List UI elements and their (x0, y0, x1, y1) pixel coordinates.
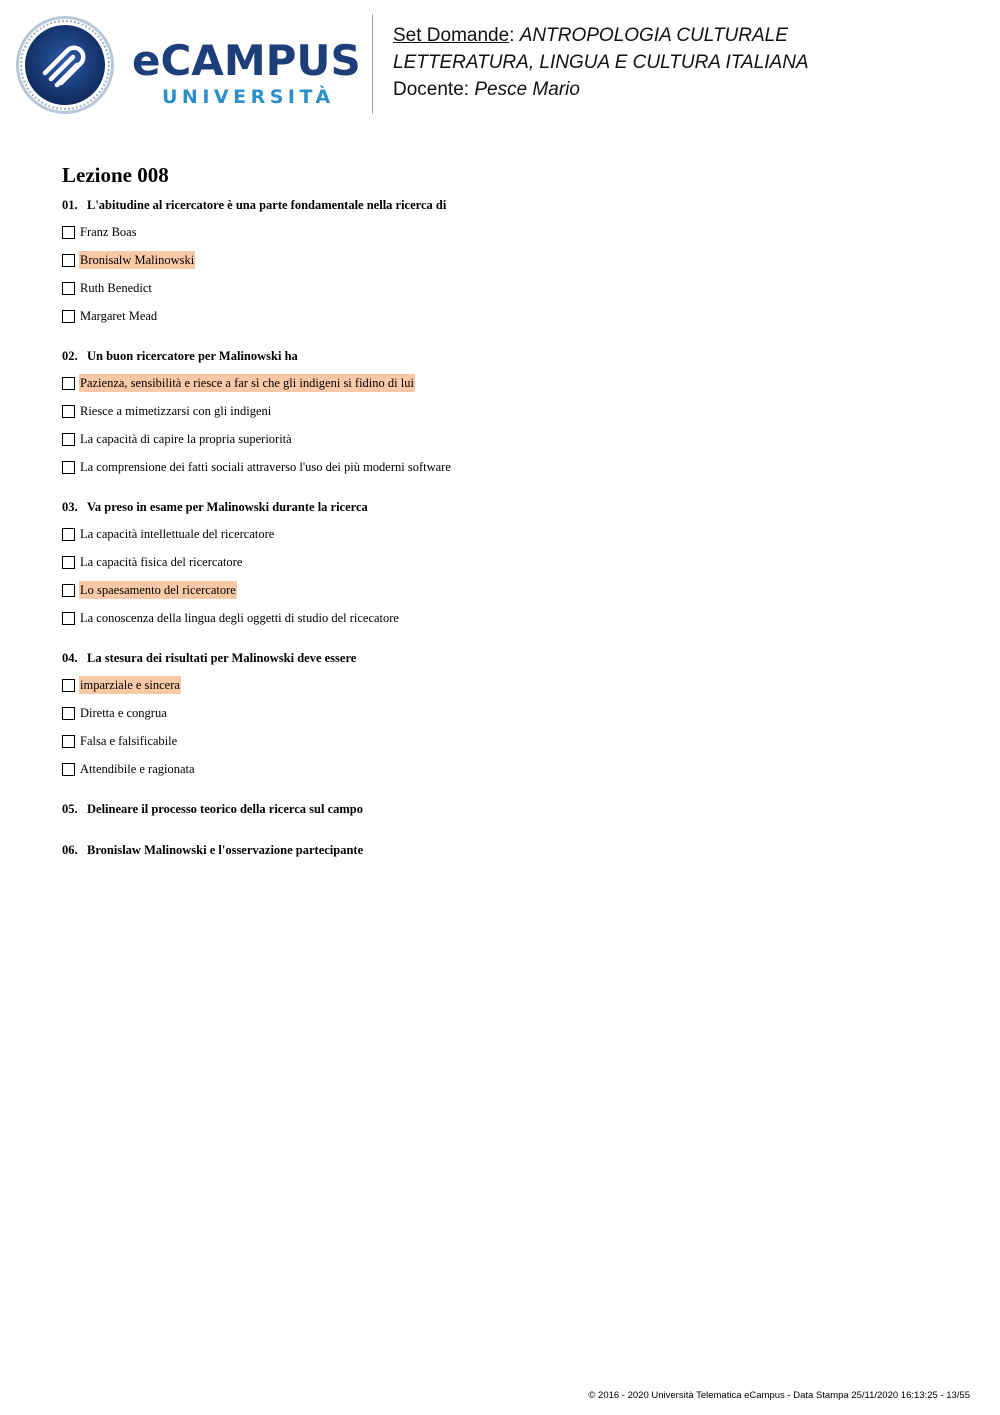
option-label: Falsa e falsificabile (80, 734, 178, 748)
question-number: 03. (62, 500, 78, 514)
option[interactable] (62, 526, 275, 542)
answer-checkbox[interactable] (62, 433, 75, 446)
university-seal-icon (15, 15, 115, 115)
teacher-name: Pesce Mario (474, 79, 580, 100)
answer-checkbox[interactable] (62, 282, 75, 295)
option-label: La capacità intellettuale del ricercatore (80, 527, 275, 541)
option[interactable] (62, 459, 452, 475)
answer-checkbox[interactable] (62, 226, 75, 239)
page-footer: © 2016 - 2020 Università Telematica eCampus - Data Stampa 25/11/2020 16:13:25 - 13/55 (588, 1390, 970, 1401)
question-text: Delineare il processo teorico della ricerca sul campo (87, 802, 363, 816)
option[interactable] (62, 224, 138, 240)
question-number: 06. (62, 843, 78, 857)
option-label: Attendibile e ragionata (80, 762, 195, 776)
option-label: La comprensione dei fatti sociali attraverso l'uso dei più moderni software (80, 460, 451, 474)
header-info (393, 22, 809, 103)
course-name-line2: LETTERATURA, LINGUA E CULTURA ITALIANA (393, 52, 809, 73)
question-02 (62, 348, 298, 364)
option-label: Ruth Benedict (80, 281, 152, 295)
question-01 (62, 197, 446, 213)
logo-wordmark: eCAMPUS (132, 36, 361, 85)
question-number: 01. (62, 198, 78, 212)
answer-checkbox[interactable] (62, 707, 75, 720)
lesson-title: Lezione 008 (62, 163, 169, 187)
question-text: Un buon ricercatore per Malinowski ha (87, 349, 298, 363)
option[interactable] (62, 431, 293, 447)
question-text: Va preso in esame per Malinowski durante la ricerca (87, 500, 368, 514)
option-label: Riesce a mimetizzarsi con gli indigeni (80, 404, 272, 418)
option-label: La capacità fisica del ricercatore (80, 555, 243, 569)
question-04 (62, 650, 356, 666)
option-label-correct: Pazienza, sensibilità e riesce a far sì che gli indigeni si fidino di lui (80, 376, 414, 390)
logo-subword: UNIVERSITÀ (162, 86, 335, 108)
question-03 (62, 499, 368, 515)
teacher-line: Docente: Pesce Mario (393, 79, 580, 100)
set-label: Set Domande (393, 25, 510, 46)
answer-checkbox[interactable] (62, 254, 75, 267)
set-line: Set Domande: ANTROPOLOGIA CULTURALE (393, 25, 788, 46)
option-label: La conoscenza della lingua degli oggetti di studio del ricecatore (80, 611, 399, 625)
option-label-correct: Lo spaesamento del ricercatore (80, 583, 236, 597)
answer-checkbox[interactable] (62, 584, 75, 597)
question-number: 02. (62, 349, 78, 363)
answer-checkbox[interactable] (62, 528, 75, 541)
page-header (0, 0, 1000, 130)
option[interactable] (62, 610, 400, 626)
header-divider (372, 14, 373, 114)
option-label-correct: imparziale e sincera (80, 678, 180, 692)
answer-checkbox[interactable] (62, 556, 75, 569)
option[interactable] (62, 403, 272, 419)
answer-checkbox[interactable] (62, 405, 75, 418)
option-label: Diretta e congrua (80, 706, 167, 720)
question-number: 05. (62, 802, 78, 816)
question-text: Bronislaw Malinowski e l'osservazione partecipante (87, 843, 364, 857)
answer-checkbox[interactable] (62, 679, 75, 692)
question-05 (62, 801, 363, 817)
option[interactable] (62, 308, 158, 324)
question-number: 04. (62, 651, 78, 665)
option-label: La capacità di capire la propria superiorità (80, 432, 292, 446)
answer-checkbox[interactable] (62, 461, 75, 474)
teacher-label: Docente (393, 79, 464, 100)
course-name-line1: ANTROPOLOGIA CULTURALE (519, 25, 788, 46)
option-label: Franz Boas (80, 225, 137, 239)
option[interactable] (62, 280, 153, 296)
answer-checkbox[interactable] (62, 377, 75, 390)
option[interactable] (62, 761, 196, 777)
option[interactable] (62, 677, 181, 693)
option[interactable] (62, 582, 237, 598)
question-text: L'abitudine al ricercatore è una parte fondamentale nella ricerca di (87, 198, 447, 212)
option-label-correct: Bronisalw Malinowski (80, 253, 195, 267)
option[interactable] (62, 554, 243, 570)
option[interactable] (62, 733, 178, 749)
answer-checkbox[interactable] (62, 735, 75, 748)
answer-checkbox[interactable] (62, 612, 75, 625)
question-text: La stesura dei risultati per Malinowski deve essere (87, 651, 357, 665)
question-06 (62, 842, 363, 858)
option[interactable] (62, 705, 168, 721)
option-label: Margaret Mead (80, 309, 158, 323)
answer-checkbox[interactable] (62, 310, 75, 323)
option[interactable] (62, 375, 415, 391)
option[interactable] (62, 252, 195, 268)
answer-checkbox[interactable] (62, 763, 75, 776)
